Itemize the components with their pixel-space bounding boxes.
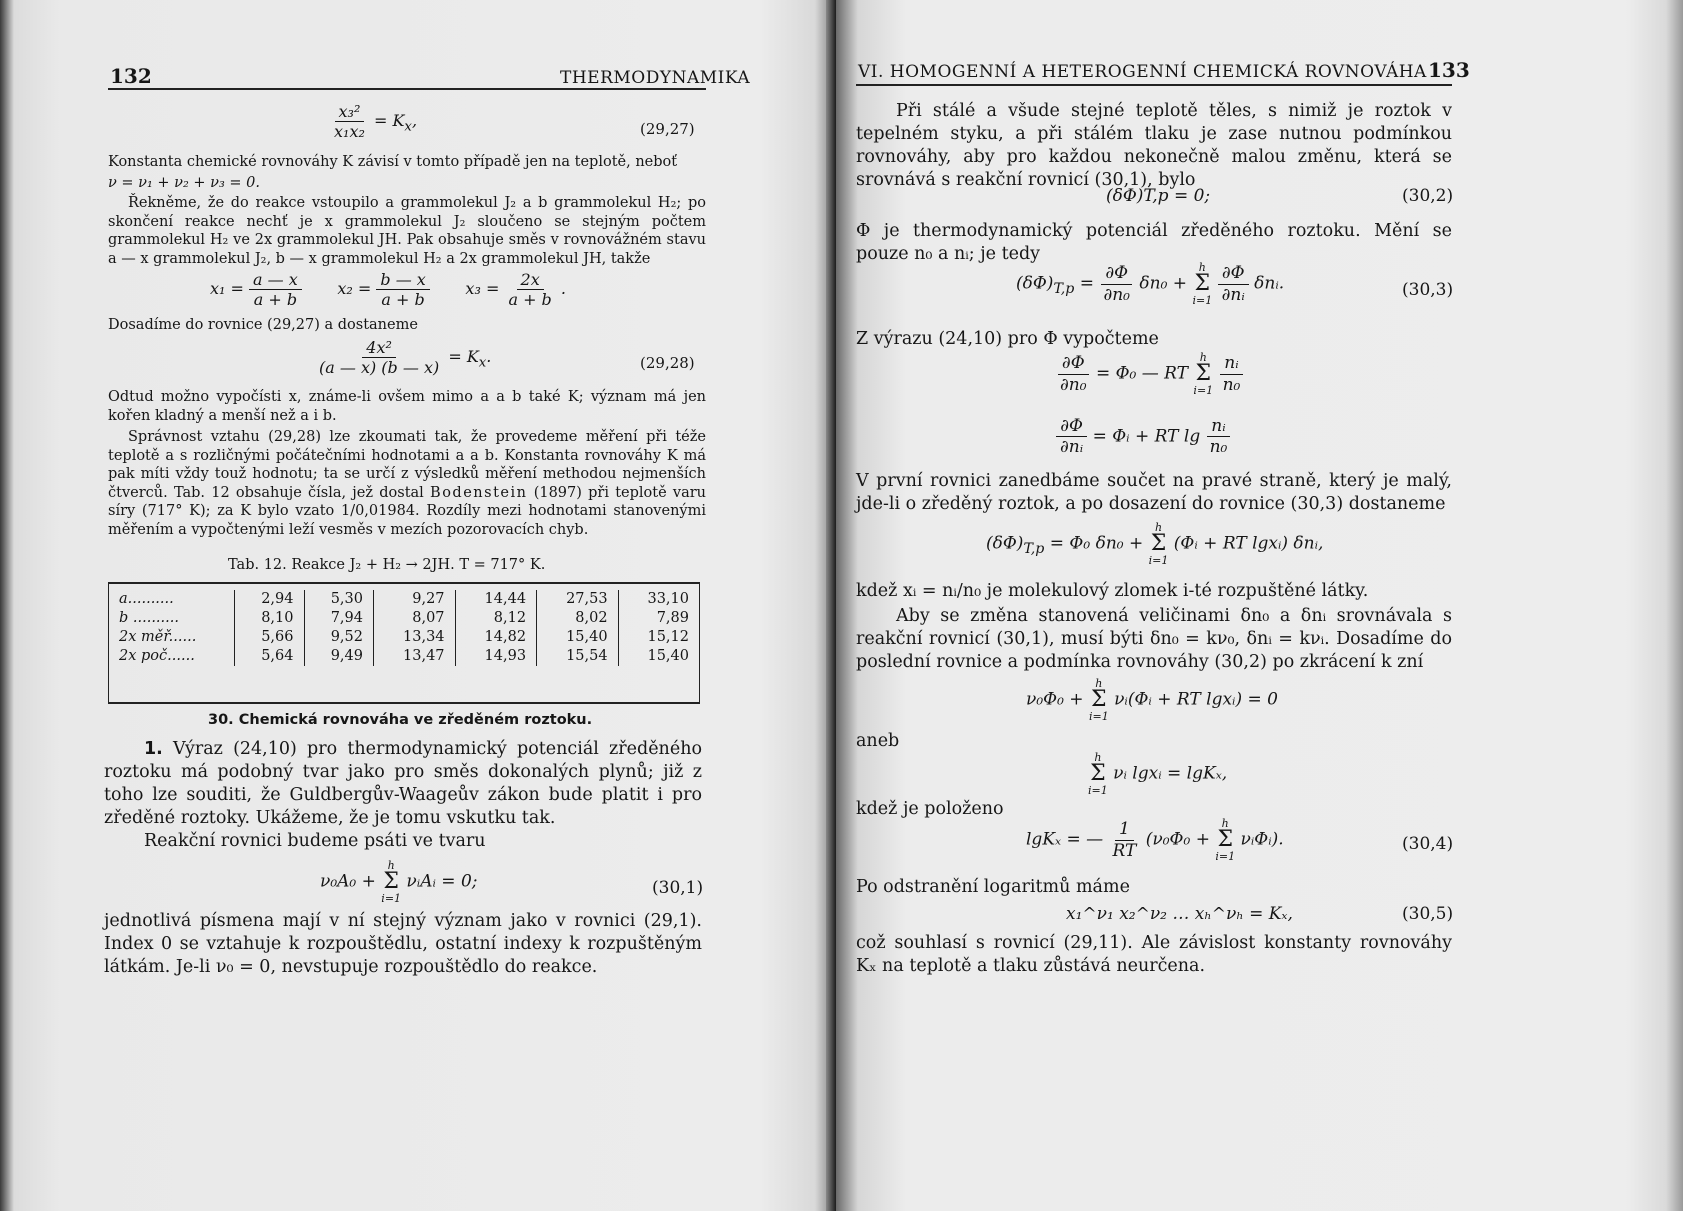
equation-equilibrium: ν₀Φ₀ + h Σ i=1 νᵢ(Φᵢ + RT lgxᵢ) = 0 bbox=[1026, 677, 1278, 723]
paragraph: což souhlasí s rovnicí (29,11). Ale závislost konstanty rovnováhy Kₓ na teplotě a tlaku zůstává neurčena. bbox=[856, 933, 1452, 976]
table-row bbox=[109, 609, 699, 628]
paragraph: Odtud možno vypočísti x, známe-li ovšem mimo a a b také K; význam má jen kořen kladný a menší než a i b. bbox=[108, 389, 706, 424]
paragraph: Řekněme, že do reakce vstoupilo a grammolekul J₂ a b grammolekul H₂; po skončení reakce nechť je x grammolekul J₂ sloučeno se stejným počtem grammolekul H₂ ve 2x grammolekul JH. Pak obsahuje směs v rovnovážném stavu a — x grammolekul J₂, b — x grammolekul H₂ a 2x grammolekul JH, takže bbox=[108, 195, 706, 267]
table-cell: 8,10 bbox=[235, 609, 305, 628]
data-table bbox=[108, 582, 700, 704]
paragraph: V první rovnici zanedbáme součet na pravé straně, který je malý, jde-li o zředěný roztok, a po dosazení do rovnice (30,3) dostaneme bbox=[856, 471, 1452, 514]
page-number: 132 bbox=[110, 64, 152, 88]
table-cell: 5,64 bbox=[235, 647, 305, 666]
equation-30-1: ν₀A₀ + h Σ i=1 νᵢAᵢ = 0; bbox=[320, 859, 478, 905]
paragraph: Při stálé a všude stejné teplotě těles, s nimiž je roztok v tepelném styku, a při stálém tlaku je zase nutnou podmínkou rovnováhy, aby pro každou nekonečně malou změnu, která se srovnává s reakční rovnicí (30,1), bylo bbox=[856, 101, 1452, 190]
table-cell: 15,40 bbox=[618, 647, 699, 666]
paragraph: jednotlivá písmena mají v ní stejný význam jako v rovnici (29,1). Index 0 se vztahuje k rozpouštědlu, ostatní indexy k rozpuštěným látkám. Je-li ν₀ = 0, nevstupuje rozpouštědlo do reakce. bbox=[104, 911, 702, 977]
paragraph: kdež je položeno bbox=[856, 799, 1004, 819]
equation-29-28: $\frac{\text{4x²}}{(a — x) (b — x)}$ = $K_x$. bbox=[319, 338, 492, 378]
word-aneb: aneb bbox=[856, 731, 900, 751]
table-cell: 13,47 bbox=[374, 647, 456, 666]
table-cell: 27,53 bbox=[537, 590, 619, 609]
paragraph: Konstanta chemické rovnováhy K závisí v tomto případě jen na teplotě, neboť bbox=[108, 154, 678, 170]
table-cell: 8,07 bbox=[374, 609, 456, 628]
table-cell: 9,52 bbox=[304, 628, 374, 647]
table-cell: 5,66 bbox=[235, 628, 305, 647]
header-rule bbox=[108, 88, 706, 90]
table-row-label: b .......... bbox=[119, 610, 179, 626]
right-page bbox=[836, 0, 1683, 1211]
table-cell: 7,94 bbox=[304, 609, 374, 628]
header-rule bbox=[856, 84, 1452, 86]
paragraph: Dosadíme do rovnice (29,27) a dostaneme bbox=[108, 317, 418, 333]
table-cell: 15,12 bbox=[618, 628, 699, 647]
paragraph: kdež xᵢ = nᵢ/n₀ je molekulový zlomek i-té rozpuštěné látky. bbox=[856, 581, 1369, 601]
table-cell: 7,89 bbox=[618, 609, 699, 628]
paragraph: Aby se změna stanovená veličinami δn₀ a δnᵢ srovnávala s reakční rovnicí (30,1), musí býti δn₀ = kν₀, δnᵢ = kνᵢ. Dosadíme do poslední rovnice a podmínka rovnováhy (30,2) po zkrácení k zní bbox=[856, 606, 1452, 672]
equation-lg-sum: h Σ i=1 νᵢ lgxᵢ = lgKₓ, bbox=[1088, 751, 1228, 797]
table-row bbox=[109, 628, 699, 647]
table-cell: 8,02 bbox=[537, 609, 619, 628]
table-caption: Tab. 12. Reakce J₂ + H₂ → 2JH. T = 717° K. bbox=[228, 557, 546, 573]
paragraph: Po odstranění logaritmů máme bbox=[856, 877, 1130, 897]
equation-29-27: $\frac{\text{x₃²}}{\text{x₁x₂}}$ = $K_x$, bbox=[334, 102, 418, 142]
equation-30-4: lgKₓ = — $\frac{1}{RT}$ (ν₀Φ₀ + h Σ i=1 νᵢΦᵢ). bbox=[1026, 817, 1284, 863]
equation-number: (30,1) bbox=[652, 878, 704, 898]
equation-x-fractions: x₁ = $\frac{a — x}{a + b}$ x₂ = $\frac{b — x}{a + b}$ x₃ = $\frac{2x}{a + b}$ . bbox=[210, 270, 566, 310]
table-row bbox=[109, 590, 699, 609]
equation-dphi-dn0: $\frac{\partial\Phi}{\text{∂n₀}}$ = Φ₀ — RT h Σ i=1 $\frac{\text{nᵢ}}{\text{n₀}}$ bbox=[1056, 352, 1244, 396]
table-row-label: 2x poč...... bbox=[119, 648, 195, 664]
table-cell: 15,54 bbox=[537, 647, 619, 666]
table-cell: 8,12 bbox=[455, 609, 537, 628]
equation-dphi-sum: $(\delta\Phi)_{T,p} = \Phi_0$ δn₀ + h Σ i=1 (Φᵢ + RT lgxᵢ) δnᵢ, bbox=[986, 521, 1324, 567]
table-cell: 9,27 bbox=[374, 590, 456, 609]
equation-dphi-dni: $\frac{\partial\Phi}{\text{∂nᵢ}}$ = Φᵢ + RT lg $\frac{\text{nᵢ}}{\text{n₀}}$ bbox=[1056, 416, 1231, 458]
table-cell: 9,49 bbox=[304, 647, 374, 666]
equation-number: (30,5) bbox=[1402, 904, 1454, 924]
table-cell: 14,93 bbox=[455, 647, 537, 666]
page-number: 133 bbox=[1428, 58, 1470, 82]
paragraph: 1. Výraz (24,10) pro thermodynamický potenciál zředěného roztoku má podobný tvar jako pro směs dokonalých plynů; již z toho lze souditi, že Guldbergův-Waageův zákon bude platit i pro zředěné roztoky. Ukážeme, že je tomu vskutku tak. bbox=[104, 739, 702, 828]
table-row bbox=[109, 647, 699, 666]
paragraph: Správnost vztahu (29,28) lze zkoumati tak, že provedeme měření při téže teplotě a s rozličnými počátečními hodnotami a a b. Konstanta rovnováhy K má pak míti vždy touž hodnotu; ta se určí z výsledků měření methodou nejmenších čtverců. Tab. 12 obsahuje čísla, jež dostal Bodenstein (1897) při teplotě varu síry (717° K); za K bylo vzato 1/0,01984. Rozdíly mezi hodnotami stanovenými měřením a vypočtenými leží vesměs v mezích pozorovacích chyb. bbox=[108, 429, 706, 538]
equation-number: (30,3) bbox=[1402, 280, 1454, 300]
equation-number: (30,4) bbox=[1402, 834, 1454, 854]
paragraph: Reakční rovnici budeme psáti ve tvaru bbox=[144, 831, 486, 851]
table-row-label: 2x měř...... bbox=[119, 629, 197, 645]
equation-30-3: $(\delta\Phi)_{T,p}$ = $\frac{\partial\Phi}{\text{∂n₀}}$ δn₀ + h Σ i=1 $\frac{\partial\Phi}{\text{∂nᵢ}}$ δnᵢ. bbox=[1016, 261, 1285, 307]
paragraph: Z výrazu (24,10) pro Φ vypočteme bbox=[856, 329, 1159, 349]
equation-number: (29,27) bbox=[640, 120, 695, 138]
table-cell: 15,40 bbox=[537, 628, 619, 647]
running-head: VI. HOMOGENNÍ A HETEROGENNÍ CHEMICKÁ ROVNOVÁHA bbox=[858, 62, 1427, 82]
table-cell: 14,44 bbox=[455, 590, 537, 609]
paragraph: Φ je thermodynamický potenciál zředěného roztoku. Mění se pouze n₀ a nᵢ; je tedy bbox=[856, 221, 1452, 264]
inline-equation: ν = ν₁ + ν₂ + ν₃ = 0. bbox=[108, 175, 261, 191]
table-cell: 13,34 bbox=[374, 628, 456, 647]
equation-number: (29,28) bbox=[640, 354, 695, 372]
equation-number: (30,2) bbox=[1402, 186, 1454, 206]
author-name: Bodenstein bbox=[430, 484, 528, 501]
table-cell: 33,10 bbox=[618, 590, 699, 609]
running-head: THERMODYNAMIKA bbox=[560, 68, 751, 88]
table-row-label: a.......... bbox=[119, 591, 174, 607]
section-title: 30. Chemická rovnováha ve zředěném roztoku. bbox=[208, 712, 593, 728]
table-cell: 14,82 bbox=[455, 628, 537, 647]
table-cell: 2,94 bbox=[235, 590, 305, 609]
table-cell: 5,30 bbox=[304, 590, 374, 609]
left-page bbox=[0, 0, 836, 1211]
equation-30-2: (δΦ)T,p = 0; bbox=[1106, 186, 1211, 206]
equation-30-5: x₁^ν₁ x₂^ν₂ … xₕ^νₕ = Kₓ, bbox=[1066, 904, 1293, 924]
